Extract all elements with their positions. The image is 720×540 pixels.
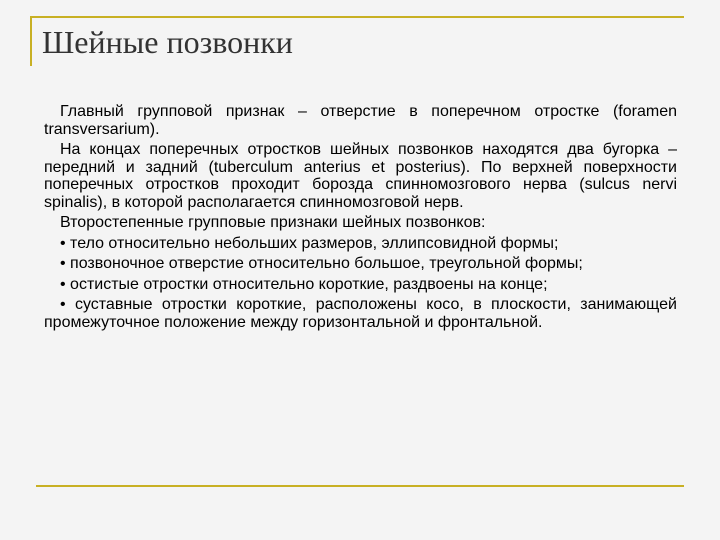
body-paragraph-tubercles: На концах поперечных отростков шейных позвонков находятся два бугорка – передний и задний (tuberculum anterius et posterius). По верхней поверхности поперечных отростков проходит борозда спинномозгового нерва (sulcus nervi spinalis), в которой располагается спинномозговой нерв. bbox=[44, 141, 677, 211]
bottom-divider-line bbox=[36, 485, 684, 487]
title-frame-top-line bbox=[30, 16, 684, 18]
bullet-item-articular-processes: • суставные отростки короткие, расположены косо, в плоскости, занимающей промежуточное положение между горизонтальной и фронтальной. bbox=[44, 296, 677, 331]
title-frame-left-line bbox=[30, 16, 32, 66]
body-paragraph-main-feature: Главный групповой признак – отверстие в поперечном отростке (foramen transversarium). bbox=[44, 103, 677, 138]
body-paragraph-secondary-features: Второстепенные групповые признаки шейных позвонков: bbox=[60, 214, 486, 231]
slide-title: Шейные позвонки bbox=[42, 24, 293, 60]
slide-body bbox=[44, 103, 677, 334]
bullet-item-spinous-processes: • остистые отростки относительно короткие, раздвоены на конце; bbox=[60, 275, 548, 293]
bullet-item-vertebral-foramen: • позвоночное отверстие относительно большое, треугольной формы; bbox=[60, 255, 583, 272]
bullet-item-body: • тело относительно небольших размеров, эллипсовидной формы; bbox=[60, 234, 559, 252]
